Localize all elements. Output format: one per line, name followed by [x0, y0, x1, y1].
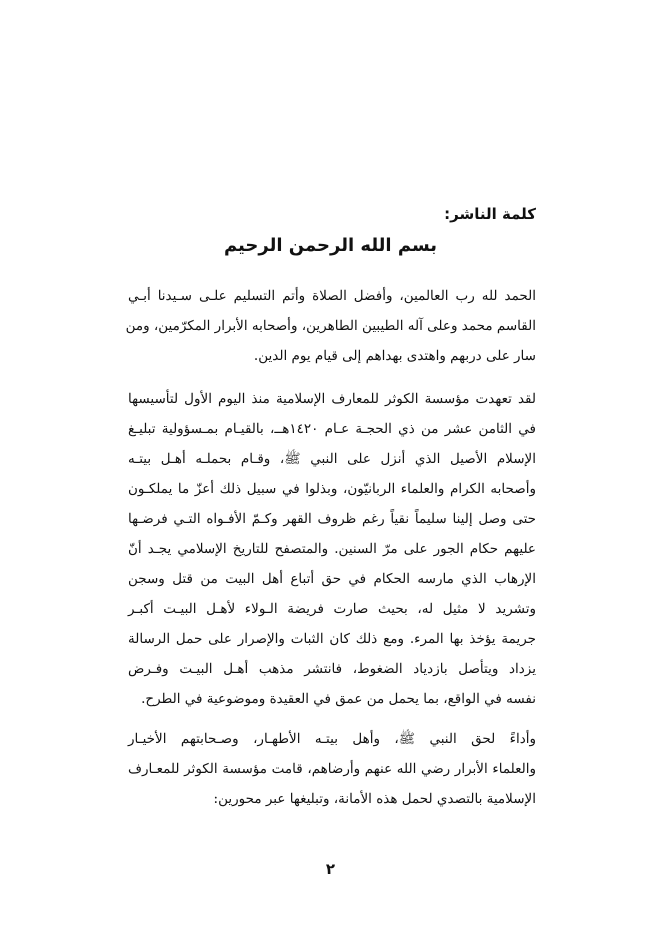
paragraph-line: القاسم محمد وعلى آله الطيبين الطاهرين، وأصحابه الأبرار المكرّمين، ومن	[125, 318, 536, 334]
paragraph-line: الحمد لله رب العالمين، وأفضل الصلاة وأتم التسليم علـى سـيدنا أبـي	[128, 288, 536, 304]
page-number: ٢	[325, 860, 336, 878]
paragraph-duty	[128, 724, 536, 814]
paragraph-line: في الثامن عشر من ذي الحجـة عـام ١٤٢٠هــ، بالقيـام بمـسؤولية تبليـغ	[128, 421, 536, 437]
paragraph-line: حتى وصل إلينا سليماً نقياً رغم ظروف القهر وكـمّ الأفـواه التـي فرضـها	[128, 511, 536, 527]
paragraph-line: الإرهاب الذي مارسه الحكام في حق أتباع أهل البيت من قتل وسجن	[128, 571, 536, 587]
paragraph-line: سار على دربهم واهتدى بهداهم إلى قيام يوم الدين.	[253, 348, 536, 364]
paragraph-line: وأصحابه الكرام والعلماء الربانيّون، وبذلوا في سبيل ذلك أعزّ ما يملكـون	[128, 481, 536, 497]
paragraph-line: نفسه في الواقع، بما يحمل من عمق في العقيدة وموضوعية في الطرح.	[141, 691, 536, 707]
basmala-heading: بسم الله الرحمن الرحيم	[223, 235, 438, 256]
paragraph-line: الإسلامية بالتصدي لحمل هذه الأمانة، وتبليغها عبر محورين:	[213, 791, 536, 807]
paragraph-intro	[125, 281, 536, 371]
paragraph-mission	[128, 384, 536, 714]
paragraph-line: وتشريد لا مثيل له، بحيث صارت فريضة الـولاء لأهـل البيـت أكبـر	[128, 601, 536, 617]
section-heading: كلمة الناشر:	[444, 205, 536, 223]
paragraph-line: عليهم حكام الجور على مرّ السنين. والمتصفح للتاريخ الإسلامي يجـد أنّ	[128, 541, 536, 557]
paragraph-line: لقد تعهدت مؤسسة الكوثر للمعارف الإسلامية منذ اليوم الأول لتأسيسها	[128, 391, 536, 407]
paragraph-line: وأداءً لحق النبي ﷺ، وأهل بيتـه الأطهـار، وصـحابتهم الأخيـار	[128, 731, 536, 747]
paragraph-line: الإسلام الأصيل الذي أنزل على النبي ﷺ، وقـام بحملـه أهـل بيتـه	[128, 451, 536, 467]
paragraph-line: يزداد ويتأصل بازدياد الضغوط، فانتشر مذهب أهـل البيـت وفـرض	[128, 661, 536, 677]
paragraph-line: جريمة يؤخذ بها المرء. ومع ذلك كان الثبات والإصرار على حمل الرسالة	[128, 631, 536, 647]
paragraph-line: والعلماء الأبرار رضي الله عنهم وأرضاهم، قامت مؤسسة الكوثر للمعـارف	[128, 761, 536, 777]
